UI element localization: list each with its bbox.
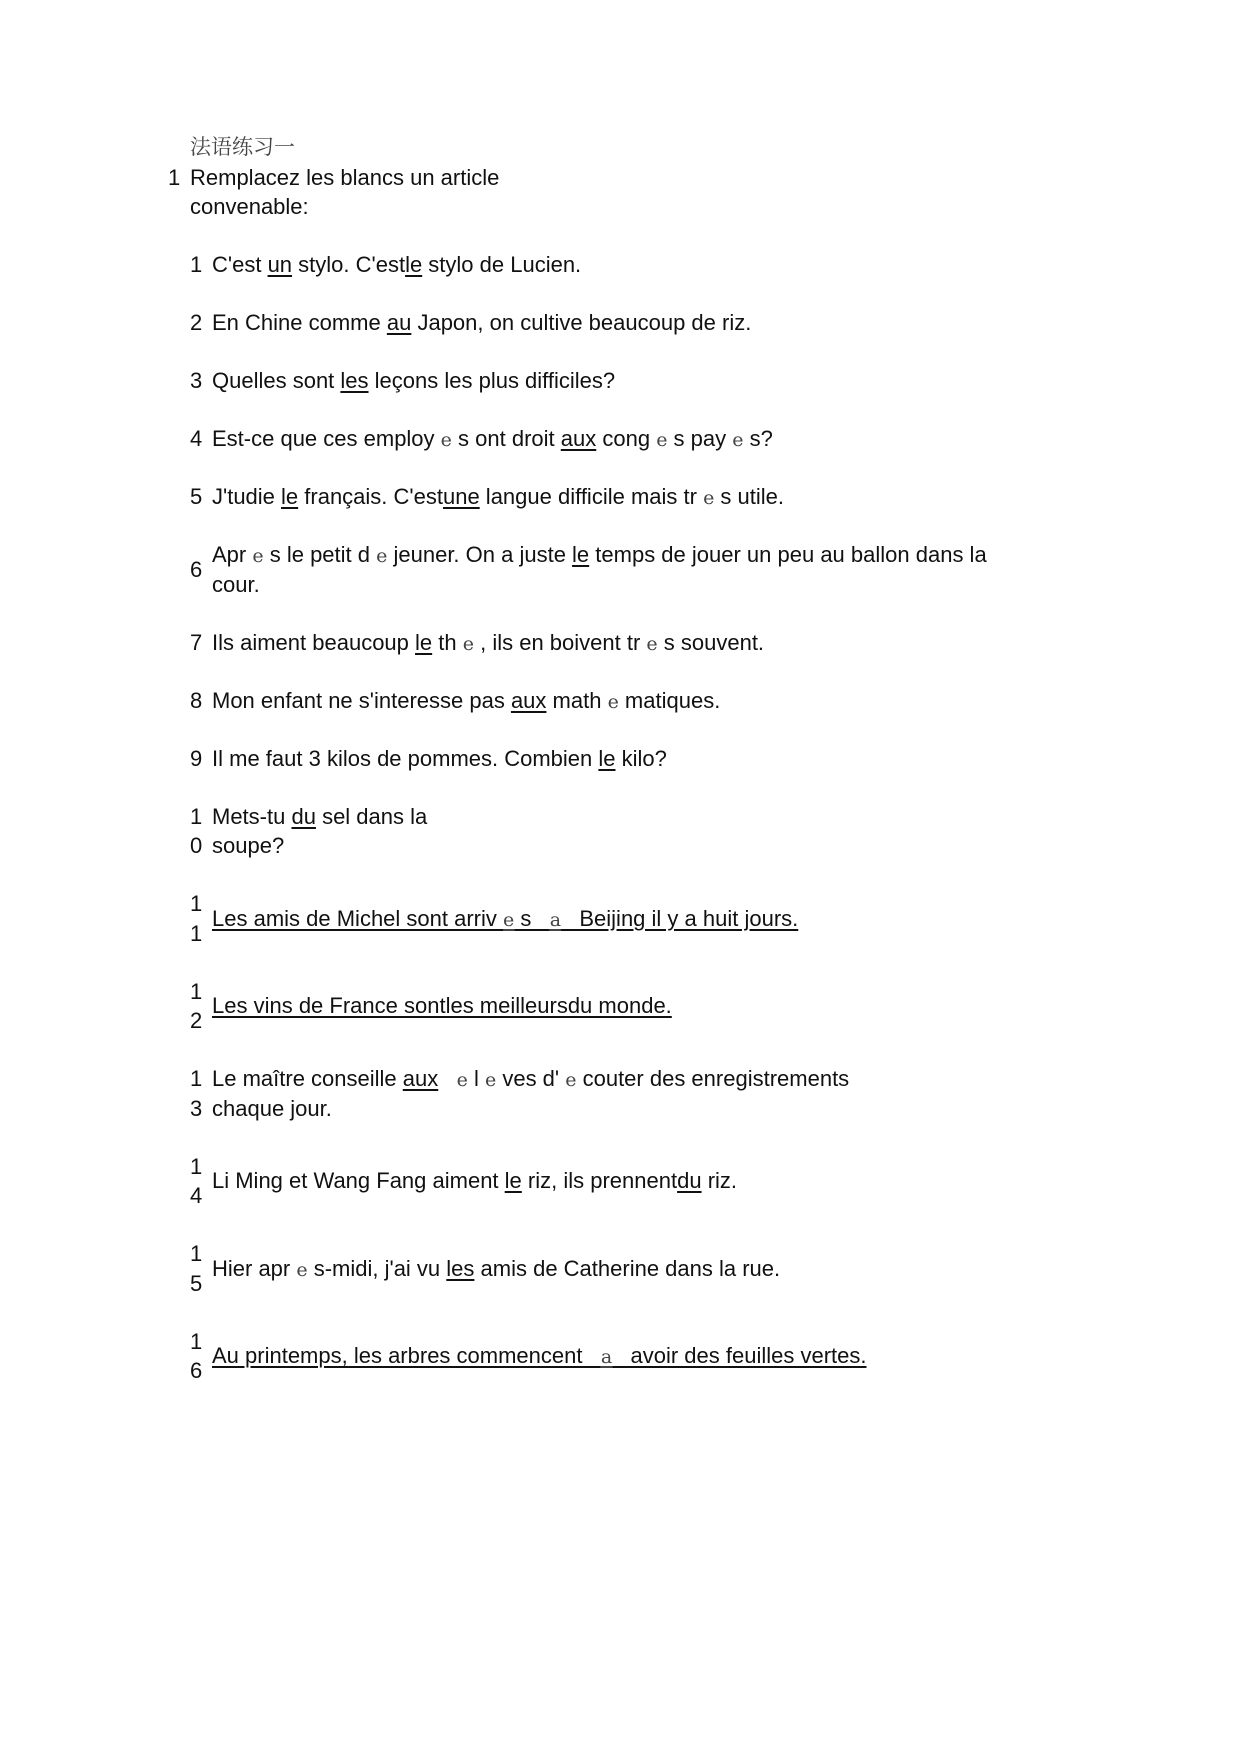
sentence-text: Quelles sont	[212, 368, 341, 393]
sentence-text: couter des enregistrements	[576, 1066, 850, 1091]
item-number: 5	[190, 484, 203, 509]
underlined-answer: les	[340, 368, 369, 393]
exercise-item	[190, 977, 1241, 1036]
sentence-line	[212, 308, 751, 338]
item-sentence	[212, 1166, 737, 1196]
sentence-text: , ils en boivent tr	[473, 629, 647, 655]
item-sentence	[212, 482, 784, 512]
exercise-item	[190, 366, 1241, 396]
item-sentence	[212, 1341, 867, 1371]
sentence-text: Ils aiment beaucoup	[212, 629, 416, 655]
underlined-answer: du	[291, 803, 316, 829]
underlined-answer: Beijing il y a huit jours.	[561, 905, 799, 931]
item-number: 7	[190, 629, 203, 655]
sentence-text: En Chine comme	[212, 310, 387, 335]
underlined-answer: aux	[510, 687, 547, 713]
item-number: 12	[190, 978, 203, 1033]
underlined-answer: avoir des feuilles vertes.	[612, 1343, 867, 1369]
item-number: 1	[190, 252, 203, 277]
underlined-answer: Au printemps, les arbres commencent	[212, 1343, 601, 1369]
item-sentence	[212, 1254, 780, 1284]
sentence-text	[438, 1066, 456, 1091]
exercise-item	[190, 744, 1241, 774]
sentence-text: jeuner. On a juste	[387, 542, 573, 567]
exercise-item	[190, 1152, 1241, 1211]
sentence-line	[212, 250, 581, 280]
underlined-answer: e	[503, 908, 515, 931]
sentence-text: cong	[596, 426, 657, 451]
sentence-line	[212, 540, 987, 570]
item-sentence	[212, 904, 798, 934]
sentence-text: sel dans la	[315, 803, 428, 829]
sentence-text: Est-ce que ces employ	[212, 426, 441, 451]
sentence-line	[212, 1064, 849, 1094]
sentence-text: C'est	[212, 252, 268, 277]
sentence-text: amis de Catherine dans la rue.	[474, 1255, 781, 1281]
sentence-text: français. C'est	[298, 484, 443, 509]
item-number: 6	[190, 556, 203, 582]
sentence-line	[212, 628, 764, 658]
item-number: 10	[190, 803, 203, 858]
document-title: 法语练习一	[190, 135, 295, 159]
sentence-text: math	[546, 687, 608, 713]
sentence-text: temps de jouer un peu au ballon dans la	[589, 542, 987, 567]
accent-placeholder: e	[703, 487, 715, 509]
item-sentence	[212, 686, 720, 716]
sentence-text: l	[467, 1066, 485, 1091]
accent-placeholder: e	[456, 1069, 468, 1091]
sentence-text: Il me faut 3 kilos de pommes. Combien	[212, 745, 599, 771]
sentence-text: matiques.	[618, 687, 721, 713]
exercise-number: 1	[168, 164, 181, 190]
underlined-answer: s	[514, 905, 550, 931]
sentence-line	[212, 1254, 780, 1284]
underlined-answer: le	[405, 252, 423, 277]
sentence-text: s pay	[667, 426, 733, 451]
sentence-text: s ont droit	[451, 426, 561, 451]
item-sentence	[212, 308, 751, 338]
sentence-line	[212, 831, 427, 861]
sentence-text: J'tudie	[212, 484, 282, 509]
accent-placeholder: e	[646, 632, 658, 655]
sentence-text: chaque jour.	[212, 1095, 332, 1121]
accent-placeholder: e	[376, 545, 388, 567]
sentence-text: s?	[743, 426, 773, 451]
sentence-text: langue difficile mais tr	[479, 484, 704, 509]
underlined-answer: du	[677, 1168, 702, 1194]
underlined-answer: a	[549, 908, 562, 931]
underlined-answer: le	[598, 745, 616, 771]
sentence-text: s le petit d	[263, 542, 377, 567]
sentence-text: s souvent.	[657, 629, 765, 655]
sentence-line	[212, 1094, 849, 1124]
item-sentence	[212, 802, 427, 861]
underlined-answer: une	[442, 484, 480, 509]
sentence-line	[212, 686, 720, 716]
sentence-line	[212, 991, 672, 1021]
sentence-text: cour.	[212, 571, 260, 597]
sentence-line	[212, 1166, 737, 1196]
instruction-line: convenable:	[190, 194, 309, 219]
item-sentence	[212, 424, 773, 454]
sentence-text: riz.	[701, 1168, 738, 1194]
sentence-line	[212, 570, 987, 600]
underlined-answer: le	[504, 1168, 522, 1194]
exercise-item	[190, 424, 1241, 454]
exercise-item	[190, 1239, 1241, 1298]
item-sentence	[212, 628, 764, 658]
item-number: 2	[190, 310, 203, 335]
underlined-answer: a	[600, 1346, 613, 1369]
sentence-text: ves d'	[496, 1066, 566, 1091]
accent-placeholder: e	[656, 429, 668, 451]
exercise-item	[190, 482, 1241, 512]
accent-placeholder: e	[607, 690, 619, 713]
underlined-answer: les	[446, 1255, 475, 1281]
item-sentence	[212, 540, 987, 599]
sentence-text: soupe?	[212, 833, 285, 858]
sentence-line	[212, 802, 427, 832]
item-sentence	[212, 1064, 849, 1123]
underlined-answer: Les vins de France sontles meilleursdu monde.	[212, 993, 672, 1019]
sentence-line	[212, 1341, 867, 1371]
sentence-line	[212, 744, 667, 774]
sentence-text: Le maître conseille	[212, 1066, 403, 1091]
sentence-text: s utile.	[714, 484, 785, 509]
sentence-text: stylo. C'est	[292, 252, 406, 277]
exercise-item	[190, 308, 1241, 338]
exercise-item	[190, 250, 1241, 280]
exercise-instruction	[168, 163, 1241, 222]
sentence-line	[212, 904, 798, 934]
exercise-item-list	[190, 250, 1241, 1386]
item-number: 16	[190, 1328, 203, 1383]
sentence-text: th	[432, 629, 463, 655]
exercise-item	[190, 628, 1241, 658]
sentence-text: Mets-tu	[212, 803, 292, 829]
item-number: 11	[190, 891, 203, 946]
sentence-text: Apr	[212, 542, 253, 567]
underlined-answer: le	[572, 542, 590, 567]
sentence-line	[212, 366, 615, 396]
sentence-text: Mon enfant ne s'interesse pas	[212, 687, 511, 713]
item-number: 9	[190, 745, 203, 771]
exercise-instruction-text	[190, 163, 499, 222]
exercise-item	[190, 889, 1241, 948]
document-content	[0, 133, 1241, 1386]
accent-placeholder: e	[565, 1069, 577, 1091]
sentence-line	[212, 424, 773, 454]
sentence-text: leçons les plus difficiles?	[368, 368, 616, 393]
item-number: 4	[190, 426, 203, 451]
item-sentence	[212, 250, 581, 280]
item-number: 13	[190, 1066, 203, 1121]
sentence-text: riz, ils prennent	[521, 1168, 678, 1194]
sentence-line	[212, 482, 784, 512]
sentence-text: s-midi, j'ai vu	[307, 1255, 447, 1281]
exercise-item	[190, 540, 1241, 599]
item-sentence	[212, 744, 667, 774]
accent-placeholder: e	[440, 429, 452, 451]
sentence-text: Hier apr	[212, 1255, 297, 1281]
exercise-item	[190, 802, 1241, 861]
underlined-answer: aux	[560, 426, 597, 451]
underlined-answer: un	[267, 252, 293, 277]
accent-placeholder: e	[462, 632, 474, 655]
accent-placeholder: e	[484, 1069, 497, 1091]
underlined-answer: le	[415, 629, 433, 655]
underlined-answer: au	[386, 310, 412, 335]
sentence-text: Japon, on cultive beaucoup de riz.	[411, 310, 752, 335]
item-number: 3	[190, 368, 203, 393]
item-sentence	[212, 366, 615, 396]
accent-placeholder: e	[732, 429, 744, 451]
exercise-item	[190, 1327, 1241, 1386]
accent-placeholder: e	[252, 545, 264, 567]
item-number: 14	[190, 1153, 203, 1208]
underlined-answer: le	[281, 484, 299, 509]
sentence-text: kilo?	[615, 745, 667, 771]
item-number: 15	[190, 1241, 203, 1296]
item-sentence	[212, 991, 672, 1021]
sentence-text: stylo de Lucien.	[422, 252, 582, 277]
instruction-line: Remplacez les blancs un article	[190, 164, 500, 190]
underlined-answer: aux	[402, 1066, 439, 1091]
exercise-item	[190, 1064, 1241, 1123]
accent-placeholder: e	[296, 1258, 308, 1281]
item-number: 8	[190, 687, 203, 713]
underlined-answer: Les amis de Michel sont arriv	[212, 905, 503, 931]
exercise-item	[190, 686, 1241, 716]
sentence-text: Li Ming et Wang Fang aiment	[212, 1168, 505, 1194]
